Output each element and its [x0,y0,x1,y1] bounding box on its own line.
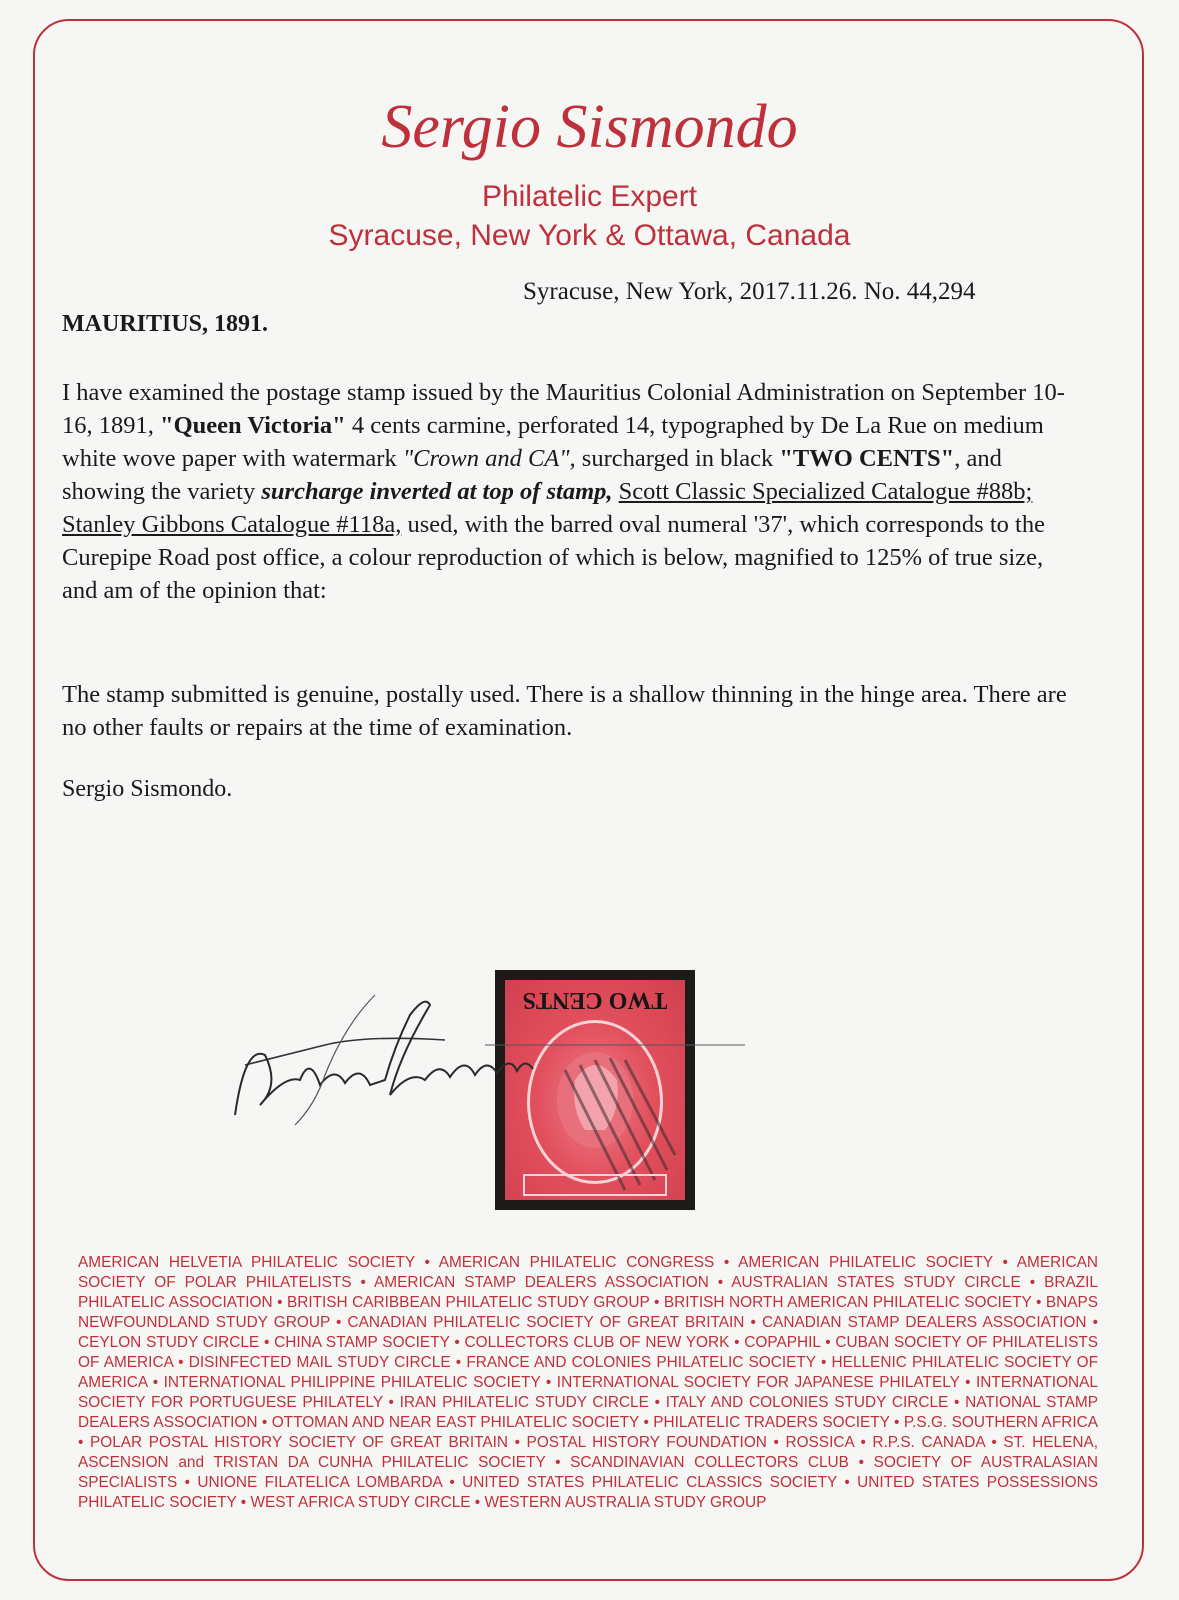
opinion-paragraph: The stamp submitted is genuine, postally used. There is a shallow thinning in the hinge area. There are no other faults or repairs at the time of examination. [62,681,1067,741]
p1-text-6: used, with the barred oval numeral '37', which corresponds to the Curepipe Road post office, a colour reproduction of which is below, magnified to 125% of true size, and am of the opinion that: [62,511,1045,604]
expert-name: Sergio Sismondo [381,93,798,161]
signoff: Sergio Sismondo. [62,776,233,802]
p1-catalogue-refs: Scott Classic Specialized Catalogue #88b; Stanley Gibbons Catalogue #118a, [62,478,1033,538]
p1-text-2: 4 cents carmine, perforated 14, typographed by De La Rue on medium white wove paper with watermark [62,412,1044,472]
p1-text-4: , and showing the variety [62,445,1002,505]
p1-text-3: surcharged in black [575,445,780,472]
expert-location: Syracuse, New York & Ottawa, Canada [328,219,851,252]
p1-text-1: I have examined the postage stamp issued by the Mauritius Colonial Administration on September 10-16, 1891, [62,379,1065,439]
expert-title: Philatelic Expert [481,180,698,213]
stamp-inverted-surcharge: TWO CENTS [522,987,668,1013]
societies-list: AMERICAN HELVETIA PHILATELIC SOCIETY • AMERICAN PHILATELIC CONGRESS • AMERICAN PHILATELIC SOCIETY • AMERICAN SOCIETY OF POLAR PHILATELISTS • AMERICAN STAMP DEALERS ASSOCIATION • AUSTRALIAN STATES STUDY CIRCLE • BRAZIL PHILATELIC ASSOCIATION • BRITISH CARIBBEAN PHILATELIC STUDY GROUP • BRITISH NORTH AMERICAN PHILATELIC SOCIETY • BNAPS NEWFOUNDLAND STUDY GROUP • CANADIAN PHILATELIC SOCIETY OF GREAT BRITAIN • CANADIAN STAMP DEALERS ASSOCIATION • CEYLON STUDY CIRCLE • CHINA STAMP SOCIETY • COLLECTORS CLUB OF NEW YORK • COPAPHIL • CUBAN SOCIETY OF PHILATELISTS OF AMERICA • DISINFECTED MAIL STUDY CIRCLE • FRANCE AND COLONIES PHILATELIC SOCIETY • HELLENIC PHILATELIC SOCIETY OF AMERICA • INTERNATIONAL PHILIPPINE PHILATELIC SOCIETY • INTERNATIONAL SOCIETY FOR JAPANESE PHILATELY • INTERNATIONAL SOCIETY FOR PORTUGUESE PHILATELY • IRAN PHILATELIC STUDY CIRCLE • ITALY AND COLONIES STUDY CIRCLE • NATIONAL STAMP DEALERS ASSOCIATION • OTTOMAN AND NEAR EAST PHILATELIC SOCIETY • PHILATELIC TRADERS SOCIETY • P.S.G. SOUTHERN AFRICA • POLAR POSTAL HISTORY SOCIETY OF GREAT BRITAIN • POSTAL HISTORY FOUNDATION • ROSSICA • R.P.S. CANADA • ST. HELENA, ASCENSION and TRISTAN DA CUNHA PHILATELIC SOCIETY • SCANDINAVIAN COLLECTORS CLUB • SOCIETY OF AUSTRALASIAN SPECIALISTS • UNIONE FILATELICA LOMBARDA • UNITED STATES PHILATELIC CLASSICS SOCIETY • UNITED STATES POSSESSIONS PHILATELIC SOCIETY • WEST AFRICA STUDY CIRCLE • WESTERN AUSTRALIA STUDY GROUP [78,1254,1098,1511]
examination-paragraph [62,376,1077,607]
handwritten-signature [225,985,745,1135]
p1-watermark: "Crown and CA", [402,445,576,472]
p1-surcharge: "TWO CENTS" [779,445,955,472]
p1-variety: surcharge inverted at top of stamp, [261,478,613,505]
stamp-heading: MAURITIUS, 1891. [62,311,269,337]
certificate-reference: Syracuse, New York, 2017.11.26. No. 44,294 [523,278,976,305]
stamp-value-tablet [523,1174,667,1196]
p1-stamp-name: "Queen Victoria" [160,412,346,439]
